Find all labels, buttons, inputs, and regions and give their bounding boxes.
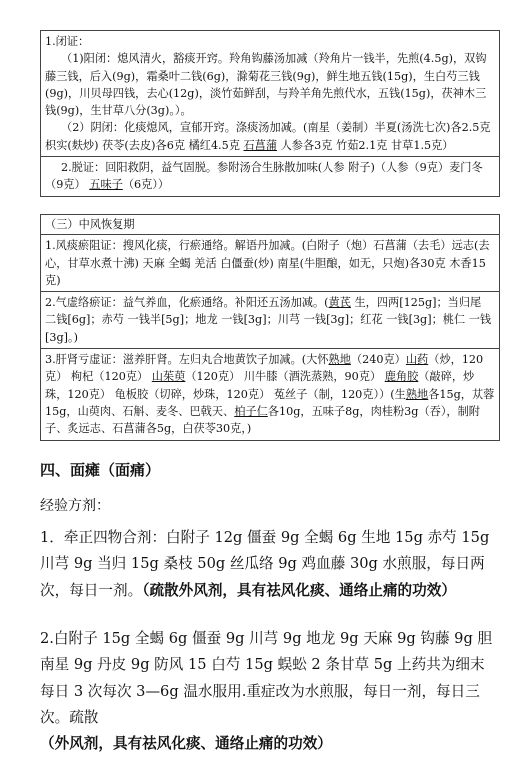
lk-e: （敲碎，炒珠，120克） 龟板胶（切碎，炒珠，120克） 菟丝子（制，120克））(生 bbox=[45, 370, 475, 401]
wind-phlegm-cell: 1.风痰瘀阻证：搜风化痰，行瘀通络。解语丹加减。(白附子（炮）石菖蒲（去毛）远志(去心，甘草水煮十沸) 天麻 全蝎 羌活 白僵蚕(炒) 南星(牛胆酿，如无，只炮)各30克 木香15克) bbox=[41, 235, 499, 292]
lk-f: 各15g，苁蓉15g，山萸肉、石斛、麦冬、巴戟天、 bbox=[45, 387, 495, 418]
lk-c: （炒，120克） 枸杞（120克） bbox=[45, 353, 484, 384]
yin-closed-underlined: 石菖蒲 bbox=[243, 138, 278, 152]
lk-u1: 熟地 bbox=[328, 353, 351, 367]
formula-1 bbox=[40, 525, 498, 604]
lk-u5: 熟地 bbox=[405, 387, 429, 401]
lk-u6: 柏子仁 bbox=[234, 404, 268, 418]
lk-a: 3.肝肾亏虚证：滋养肝肾。左归丸合地黄饮子加减。(大怀 bbox=[45, 353, 329, 367]
recovery-header: （三）中风恢复期 bbox=[41, 215, 499, 235]
formula-1-note: （疏散外风剂，具有祛风化痰、通络止痛的功效） bbox=[142, 581, 456, 599]
yang-closed-text: （1)阳闭：熄风清火，豁痰开窍。羚角钩藤汤加减（羚角片一钱半，先煎(4.5g)，双钩藤三钱，后入(9g)，霜桑叶二钱(6g)，滁菊花三钱(9g)，鲜生地五钱(15g)，生白芍三钱(9g)，川贝母四钱，去心(12g)，淡竹茹鲜刮，与羚羊角先煎代水，五钱(15g)，茯神木三钱(9g)，生甘草八分(3g)。）。 bbox=[45, 52, 487, 118]
formula-2-note: （外风剂，具有祛风化痰、通络止痛的功效） bbox=[40, 735, 332, 753]
qi-part-a: 2.气虚络瘀证：益气养血，化瘀通络。补阳还五汤加减。( bbox=[45, 296, 329, 310]
treatment-table-recovery bbox=[40, 214, 500, 441]
closed-syndrome-cell bbox=[41, 31, 499, 157]
collapse-underlined: 五味子 bbox=[89, 178, 123, 192]
subtitle: 经验方剂： bbox=[40, 498, 110, 514]
formula-2 bbox=[40, 626, 498, 757]
closed-syndrome-title: 1.闭证： bbox=[45, 35, 90, 48]
qi-underlined: 黄芪 bbox=[328, 296, 351, 310]
lk-d: （120克） 川牛膝（酒洗蒸熟，90克） bbox=[185, 370, 385, 384]
section-title: 四、面瘫（面痛） bbox=[40, 461, 161, 479]
qi-part-b: 生，四两[125g]；当归尾 二钱[6g]；赤芍 一钱半[5g]；地龙 一钱[3g]；川芎 一钱[3g]；红花 一钱[3g]；桃仁 一钱[3g]。) bbox=[45, 296, 492, 344]
collapse-part-a: 2.脱证：回阳救阴，益气固脱。参附汤合生脉散加味(人参 附子)（人参（9克）麦门冬（9克） bbox=[45, 161, 483, 192]
treatment-table-acute bbox=[40, 30, 500, 197]
lk-u4: 鹿角胶 bbox=[384, 370, 419, 384]
qi-deficiency-cell bbox=[41, 292, 499, 349]
lk-u3: 山茱萸 bbox=[151, 370, 186, 384]
lk-u2: 山药 bbox=[405, 353, 429, 367]
lk-g: 各10g，五味子8g，肉桂粉3g（吞），制附子、炙远志、石菖蒲各5g，白茯苓30克，) bbox=[45, 404, 480, 436]
collapse-part-b: （6克）） bbox=[122, 178, 170, 192]
yin-closed-part-b: 人参各3克 竹茹2.1克 甘草1.5克） bbox=[277, 138, 454, 152]
yin-closed-part-a: （2）阴闭：化痰熄风，宣郁开窍。涤痰汤加减。(南星（姜制）半夏(汤洗七次)各2.5克 枳实(麸炒) 茯苓(去皮)各6克 橘红4.5克 bbox=[45, 121, 491, 152]
formula-1-text: 1．牵正四物合剂：白附子 12g 僵蚕 9g 全蝎 6g 生地 15g 赤芍 15g 川芎 9g 当归 15g 桑枝 50g 丝瓜络 9g 鸡血藤 30g 水煎服，每日两次，每日一剂。 bbox=[40, 529, 490, 599]
lk-b: （240克） bbox=[350, 353, 406, 367]
formula-2-text: 2.白附子 15g 全蝎 6g 僵蚕 9g 川芎 9g 地龙 9g 天麻 9g 钩藤 9g 胆南星 9g 丹皮 9g 防风 15 白芍 15g 蜈蚣 2 条甘草 5g 上药共为细末每日 3 次每次 3—6g 温水服用.重症改为水煎服，每日一剂，每日三次。疏散 bbox=[40, 630, 493, 726]
liver-kidney-cell bbox=[41, 349, 499, 440]
yin-closed-text bbox=[45, 119, 495, 154]
collapse-syndrome-cell bbox=[41, 157, 499, 197]
